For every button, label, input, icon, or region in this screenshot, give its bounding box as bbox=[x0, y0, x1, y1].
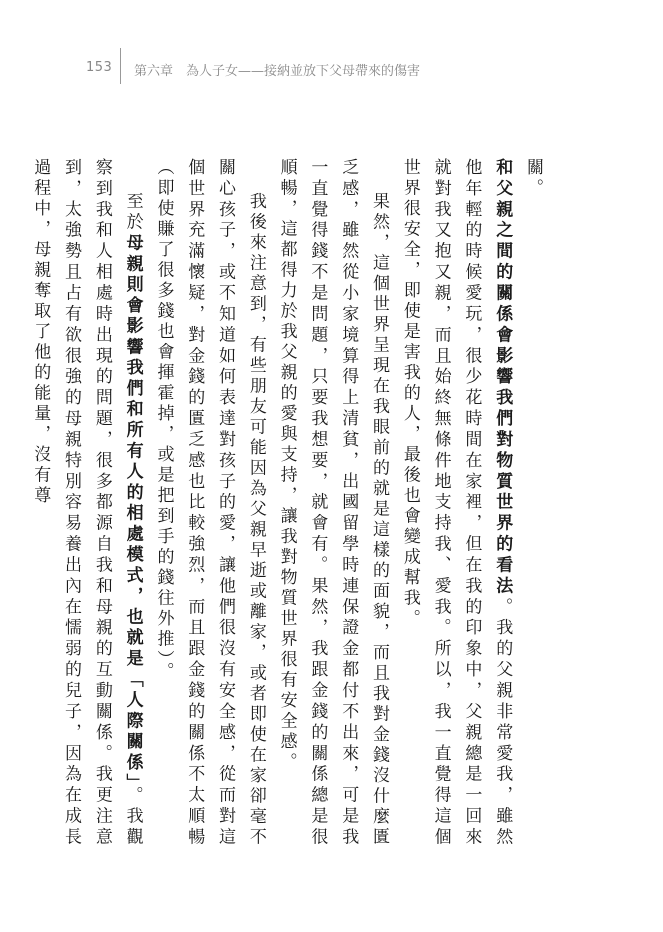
emphasis-text: 和父親之間的關係會影響我們對物質世界的看法 bbox=[492, 158, 513, 598]
paragraph-text: 關。 bbox=[523, 158, 543, 199]
paragraph-text: 。我觀察到我和人相處時出現的問題，很多都源自我和母親的互動關係。我更注意到，太強勢且占有欲很強的母親特別容易養出內在懦弱的兒子，因為在成長過程中，母親奪取了他的能量，沒有尊 bbox=[30, 158, 143, 849]
page-number: 153 bbox=[86, 60, 113, 75]
header-divider bbox=[120, 48, 121, 84]
paragraph-text: 。我的父親非常愛我，雖然他年輕的時候愛玩，很少花時間在家裡，但在我的印象中，父親總是一回來就對我又抱又親，而且始終無條件地支持我、愛我。所以，我一直覺得這個世界很安全，即使是害我的人，最後也會變成幫我。 bbox=[399, 158, 513, 848]
paragraph-text: 我後來注意到，有些朋友可能因為父親早逝或離家，或者即使在家卻毫不關心孩子，或不知道如何表達對孩子的愛，讓他們很沒有安全感，從而對這個世界充滿懷疑，對金錢的匱乏感也比較強烈，而且跟金錢的關係不太順暢（即使賺了很多錢也會揮霍掉，或是把到手的錢往外推）。 bbox=[153, 158, 266, 848]
chapter-title: 第六章 為人子女——接納並放下父母帶來的傷害 bbox=[134, 64, 421, 79]
body-text bbox=[30, 158, 548, 849]
paragraph-text: 果然，這個世界呈現在我眼前的就是這樣的面貌，而且我對金錢沒什麼匱乏感，雖然從小家境算得上清貧，出國留學時連保證金都付不出來，可是我一直覺得錢不是問題，只要我想要，就會有。果然，我跟金錢的關係總是很順暢，這都得力於我父親的愛與支持，讓我對物質世界很有安全感。 bbox=[276, 158, 390, 848]
page-header bbox=[86, 48, 606, 88]
paragraph-mother bbox=[24, 158, 147, 848]
emphasis-text: 母親則會影響我們和所有人的相處模式，也就是「人際關係」 bbox=[122, 233, 143, 786]
paragraph-text: 至於 bbox=[122, 192, 143, 234]
paragraph-money bbox=[271, 158, 394, 848]
paragraph-father bbox=[394, 158, 517, 848]
paragraph-continuation bbox=[517, 158, 548, 848]
paragraph-friends bbox=[148, 158, 271, 848]
